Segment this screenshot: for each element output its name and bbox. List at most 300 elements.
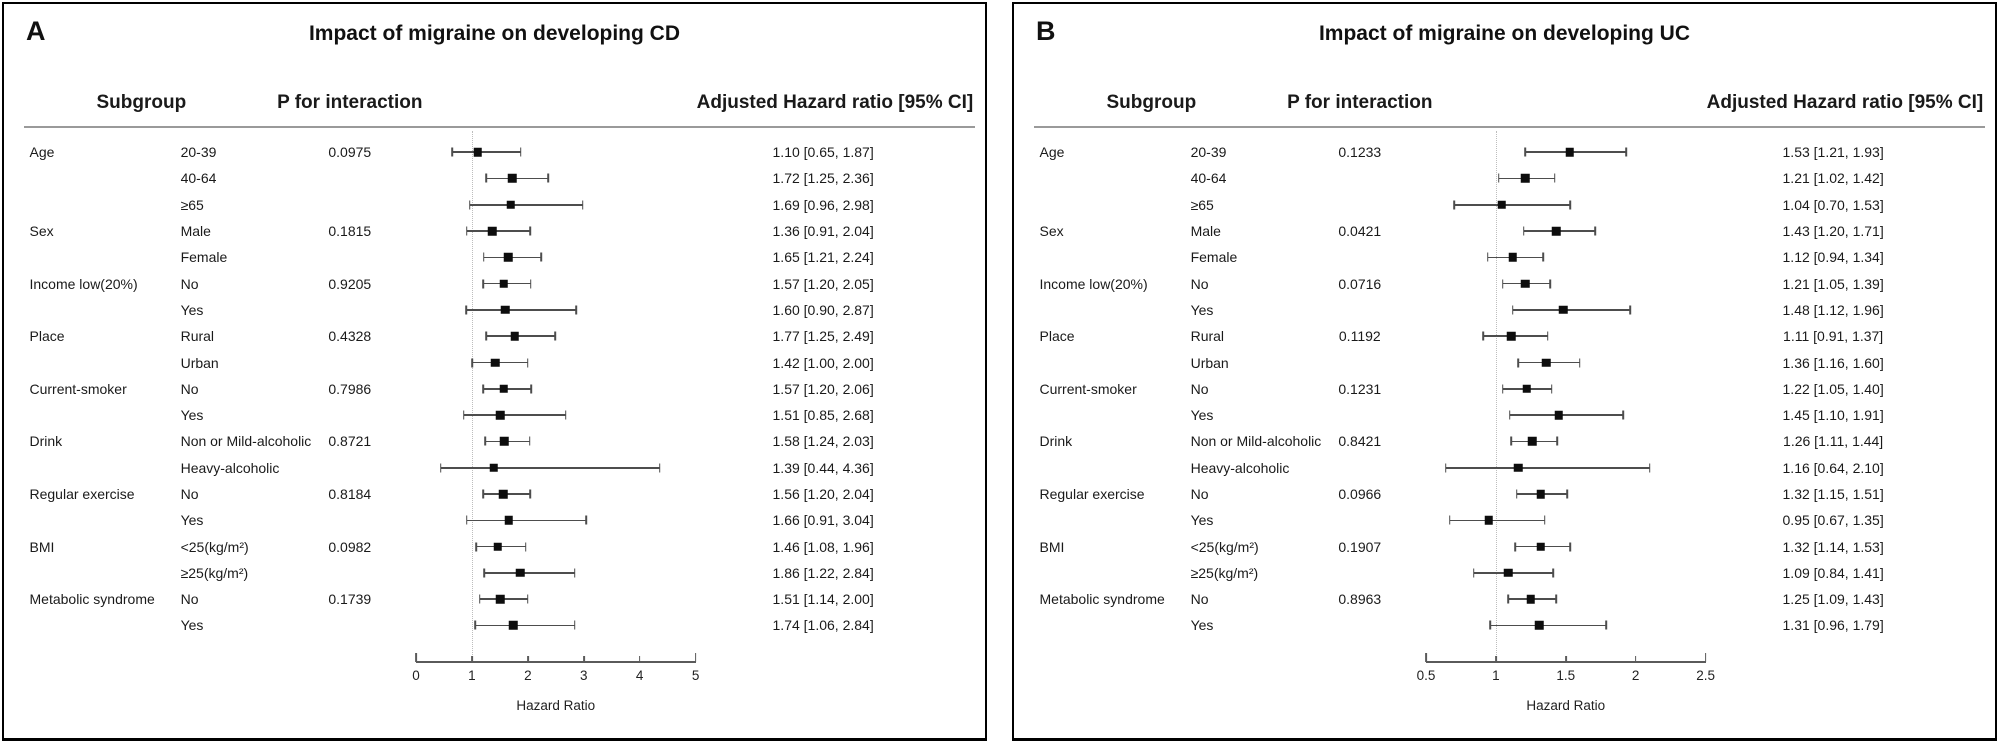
- hr-point-marker: [1555, 411, 1564, 420]
- forest-row: [1014, 244, 1995, 270]
- row-ci-plot: [416, 455, 696, 481]
- forest-rows: [1014, 139, 1995, 639]
- ci-line: [486, 335, 555, 337]
- row-level-label: No: [1190, 591, 1209, 608]
- ci-cap-high: [1552, 568, 1554, 577]
- row-ci-plot: [1426, 376, 1706, 402]
- ci-cap-low: [1483, 332, 1485, 341]
- row-p-value: 0.1907: [1338, 538, 1382, 555]
- row-group-label: Drink: [29, 433, 63, 450]
- row-hr-ci-text: 1.32 [1.14, 1.53]: [1782, 538, 1884, 555]
- row-group-label: Place: [1039, 328, 1075, 345]
- ci-cap-high: [1625, 148, 1627, 157]
- axis-tick-label: 1: [468, 668, 476, 683]
- hr-point-marker: [1508, 253, 1517, 262]
- axis-tick: [1705, 653, 1707, 662]
- row-hr-ci-text: 1.21 [1.02, 1.42]: [1782, 170, 1884, 187]
- forest-row: [1014, 297, 1995, 323]
- ci-cap-high: [1622, 411, 1624, 420]
- row-level-label: Female: [180, 249, 228, 266]
- forest-row: [4, 612, 985, 638]
- ci-cap-high: [554, 332, 556, 341]
- ci-line: [441, 467, 660, 469]
- row-ci-plot: [416, 612, 696, 638]
- row-hr-ci-text: 1.43 [1.20, 1.71]: [1782, 223, 1884, 240]
- hr-point-marker: [496, 411, 505, 420]
- axis-tick-label: 3: [579, 668, 588, 683]
- axis-tick: [415, 653, 417, 662]
- ci-cap-low: [1508, 595, 1510, 604]
- forest-row: [1014, 507, 1995, 533]
- row-ci-plot: [1426, 586, 1706, 612]
- hr-point-marker: [500, 385, 509, 394]
- row-ci-plot: [1426, 560, 1706, 586]
- forest-row: [1014, 323, 1995, 349]
- forest-row: [1014, 586, 1995, 612]
- ci-cap-low: [476, 542, 478, 551]
- forest-row: [4, 323, 985, 349]
- row-p-value: 0.1739: [328, 591, 372, 608]
- ci-line: [1525, 151, 1626, 153]
- ci-cap-high: [1543, 253, 1545, 262]
- row-level-label: No: [180, 380, 199, 397]
- ci-cap-high: [565, 411, 567, 420]
- ci-cap-low: [440, 463, 442, 472]
- forest-row: [4, 428, 985, 454]
- hr-point-marker: [500, 279, 509, 288]
- row-ci-plot: [1426, 323, 1706, 349]
- row-p-value: 0.4328: [328, 328, 372, 345]
- forest-row: [1014, 270, 1995, 296]
- row-p-value: 0.7986: [328, 380, 372, 397]
- ci-cap-high: [1544, 516, 1546, 525]
- row-level-label: Yes: [180, 301, 204, 318]
- row-ci-plot: [416, 244, 696, 270]
- row-level-label: Male: [1190, 223, 1221, 240]
- row-level-label: ≥65: [1190, 196, 1214, 213]
- row-hr-ci-text: 1.39 [0.44, 4.36]: [772, 459, 874, 476]
- row-group-label: Drink: [1039, 433, 1073, 450]
- row-hr-ci-text: 1.57 [1.20, 2.06]: [772, 380, 874, 397]
- row-level-label: <25(kg/m²): [180, 538, 249, 555]
- ci-cap-high: [1569, 200, 1571, 209]
- row-hr-ci-text: 1.31 [0.96, 1.79]: [1782, 617, 1884, 634]
- axis-tick: [583, 656, 585, 662]
- row-level-label: Non or Mild-alcoholic: [180, 433, 312, 450]
- row-hr-ci-text: 1.16 [0.64, 2.10]: [1782, 459, 1884, 476]
- row-hr-ci-text: 1.74 [1.06, 2.84]: [772, 617, 874, 634]
- column-header-hazard-ratio: Adjusted Hazard ratio [95% CI]: [1706, 92, 1984, 113]
- ci-cap-low: [466, 305, 468, 314]
- row-hr-ci-text: 1.46 [1.08, 1.96]: [772, 538, 874, 555]
- hr-point-marker: [1521, 279, 1530, 288]
- ci-cap-low: [1502, 279, 1504, 288]
- ci-cap-low: [474, 621, 476, 630]
- hr-point-marker: [500, 437, 509, 446]
- hr-point-marker: [1535, 621, 1544, 630]
- row-ci-plot: [416, 270, 696, 296]
- row-p-value: 0.1192: [1338, 328, 1381, 345]
- ci-cap-low: [1517, 358, 1519, 367]
- ci-line: [484, 572, 575, 574]
- row-hr-ci-text: 1.69 [0.96, 2.98]: [772, 196, 874, 213]
- ci-cap-high: [574, 621, 576, 630]
- row-level-label: Non or Mild-alcoholic: [1190, 433, 1322, 450]
- row-hr-ci-text: 1.58 [1.24, 2.03]: [772, 433, 874, 450]
- ci-cap-high: [1551, 384, 1553, 393]
- row-p-value: 0.9205: [328, 275, 372, 292]
- forest-row: [1014, 376, 1995, 402]
- row-group-label: Income low(20%): [1039, 275, 1148, 292]
- row-group-label: Metabolic syndrome: [29, 591, 155, 608]
- hazard-ratio-axis: [1416, 661, 1715, 683]
- ci-line: [1454, 204, 1570, 206]
- ci-cap-high: [520, 148, 522, 157]
- ci-line: [452, 151, 520, 153]
- row-p-value: 0.8421: [1338, 433, 1382, 450]
- row-hr-ci-text: 1.21 [1.05, 1.39]: [1782, 275, 1884, 292]
- forest-row: [4, 376, 985, 402]
- row-ci-plot: [416, 402, 696, 428]
- ci-cap-low: [483, 568, 485, 577]
- hr-point-marker: [1504, 569, 1513, 578]
- forest-row: [4, 560, 985, 586]
- panel-title: Impact of migraine on developing CD: [308, 22, 681, 45]
- row-level-label: Rural: [180, 328, 215, 345]
- row-level-label: 20-39: [1190, 144, 1227, 161]
- ci-cap-high: [527, 358, 529, 367]
- axis-tick-label: 0: [412, 668, 420, 683]
- hr-point-marker: [505, 516, 514, 525]
- row-group-label: Income low(20%): [29, 275, 138, 292]
- ci-line: [486, 178, 548, 180]
- forest-row: [1014, 402, 1995, 428]
- row-hr-ci-text: 1.45 [1.10, 1.91]: [1782, 407, 1884, 424]
- row-p-value: 0.0975: [328, 144, 372, 161]
- row-p-value: 0.1231: [1338, 380, 1382, 397]
- hr-point-marker: [1566, 148, 1575, 157]
- row-p-value: 0.1233: [1338, 144, 1382, 161]
- ci-cap-low: [1445, 463, 1447, 472]
- row-ci-plot: [1426, 349, 1706, 375]
- ci-cap-low: [1515, 542, 1517, 551]
- axis-tick-label: 0.5: [1416, 668, 1436, 683]
- forest-row: [1014, 455, 1995, 481]
- ci-cap-high: [585, 516, 587, 525]
- forest-row: [1014, 349, 1995, 375]
- row-ci-plot: [1426, 192, 1706, 218]
- hr-point-marker: [1507, 332, 1516, 341]
- row-hr-ci-text: 1.56 [1.20, 2.04]: [772, 486, 874, 502]
- row-hr-ci-text: 1.11 [0.91, 1.37]: [1783, 328, 1884, 345]
- row-group-label: BMI: [1039, 538, 1065, 555]
- hr-point-marker: [473, 148, 482, 157]
- row-hr-ci-text: 0.95 [0.67, 1.35]: [1782, 512, 1884, 529]
- row-level-label: No: [180, 486, 199, 502]
- forest-row: [4, 192, 985, 218]
- row-level-label: Yes: [180, 512, 204, 529]
- forest-row: [4, 297, 985, 323]
- row-level-label: Rural: [1190, 328, 1225, 345]
- hr-point-marker: [1485, 516, 1494, 525]
- ci-cap-low: [482, 384, 484, 393]
- forest-row: [4, 349, 985, 375]
- hr-point-marker: [506, 200, 515, 209]
- row-group-label: Age: [29, 144, 55, 161]
- row-p-value: 0.8184: [328, 486, 372, 502]
- row-level-label: Male: [180, 223, 211, 240]
- axis-title: Hazard Ratio: [1526, 698, 1606, 713]
- forest-row: [1014, 533, 1995, 559]
- hr-point-marker: [1514, 463, 1523, 472]
- row-level-label: ≥65: [180, 196, 204, 213]
- axis-tick-label: 1.5: [1556, 668, 1576, 683]
- row-level-label: <25(kg/m²): [1190, 538, 1259, 555]
- row-level-label: No: [1190, 275, 1209, 292]
- ci-line: [466, 309, 576, 311]
- row-hr-ci-text: 1.09 [0.84, 1.41]: [1782, 564, 1884, 581]
- row-p-value: 0.8963: [1338, 591, 1382, 608]
- row-p-value: 0.0982: [328, 538, 372, 555]
- axis-tick-label: 2.5: [1696, 668, 1715, 683]
- row-hr-ci-text: 1.42 [1.00, 2.00]: [772, 354, 874, 371]
- axis-tick-label: 5: [691, 668, 700, 683]
- ci-cap-high: [1649, 463, 1651, 472]
- row-hr-ci-text: 1.36 [1.16, 1.60]: [1782, 354, 1884, 371]
- ci-line: [1510, 414, 1623, 416]
- forest-row: [4, 455, 985, 481]
- hr-point-marker: [491, 358, 500, 367]
- ci-cap-low: [463, 411, 465, 420]
- row-hr-ci-text: 1.72 [1.25, 2.36]: [772, 170, 874, 187]
- axis-tick-label: 2: [524, 668, 532, 683]
- row-ci-plot: [1426, 297, 1706, 323]
- row-hr-ci-text: 1.22 [1.05, 1.40]: [1782, 380, 1884, 397]
- row-ci-plot: [416, 139, 696, 165]
- row-level-label: ≥25(kg/m²): [1190, 564, 1259, 581]
- row-p-value: 0.1815: [328, 223, 372, 240]
- axis-tick: [639, 656, 641, 662]
- column-header-p-interaction: P for interaction: [1287, 92, 1433, 113]
- row-hr-ci-text: 1.77 [1.25, 2.49]: [772, 328, 874, 345]
- row-hr-ci-text: 1.57 [1.20, 2.05]: [772, 275, 874, 292]
- ci-cap-low: [471, 358, 473, 367]
- ci-cap-high: [1579, 358, 1581, 367]
- ci-cap-high: [529, 227, 531, 236]
- ci-line: [1474, 572, 1554, 574]
- row-level-label: Urban: [180, 354, 219, 371]
- row-level-label: ≥25(kg/m²): [180, 564, 249, 581]
- ci-cap-low: [483, 253, 485, 262]
- ci-line: [472, 362, 528, 364]
- hr-point-marker: [509, 621, 518, 630]
- hr-point-marker: [1536, 542, 1545, 551]
- ci-cap-low: [1516, 490, 1518, 499]
- row-ci-plot: [416, 507, 696, 533]
- ci-cap-high: [529, 490, 531, 499]
- ci-cap-low: [1473, 568, 1475, 577]
- row-group-label: Current-smoker: [29, 380, 127, 397]
- forest-row: [1014, 428, 1995, 454]
- row-level-label: Yes: [1190, 407, 1214, 424]
- row-p-value: 0.8721: [328, 433, 372, 450]
- forest-row: [1014, 165, 1995, 191]
- hr-point-marker: [496, 595, 505, 604]
- row-ci-plot: [1426, 270, 1706, 296]
- row-ci-plot: [416, 297, 696, 323]
- hazard-ratio-axis: [412, 661, 700, 683]
- row-ci-plot: [1426, 428, 1706, 454]
- row-level-label: Female: [1190, 249, 1238, 266]
- row-ci-plot: [1426, 165, 1706, 191]
- row-ci-plot: [1426, 481, 1706, 507]
- panel-label: A: [26, 16, 46, 46]
- row-p-value: 0.0966: [1338, 486, 1382, 502]
- hr-point-marker: [489, 463, 498, 472]
- hr-point-marker: [1521, 174, 1530, 183]
- row-ci-plot: [1426, 218, 1706, 244]
- row-hr-ci-text: 1.04 [0.70, 1.53]: [1782, 196, 1884, 213]
- ci-cap-high: [1606, 621, 1608, 630]
- forest-row: [1014, 560, 1995, 586]
- ci-cap-high: [530, 384, 532, 393]
- ci-cap-low: [469, 200, 471, 209]
- ci-line: [1450, 520, 1545, 522]
- ci-cap-low: [1510, 437, 1512, 446]
- ci-cap-low: [1524, 148, 1526, 157]
- forest-row: [1014, 218, 1995, 244]
- forest-row: [4, 244, 985, 270]
- row-group-label: Place: [29, 328, 65, 345]
- ci-cap-high: [582, 200, 584, 209]
- hr-point-marker: [501, 306, 510, 315]
- row-hr-ci-text: 1.53 [1.21, 1.93]: [1782, 144, 1884, 161]
- row-ci-plot: [1426, 139, 1706, 165]
- row-level-label: 20-39: [180, 144, 217, 161]
- ci-cap-low: [1502, 384, 1504, 393]
- row-hr-ci-text: 1.51 [1.14, 2.00]: [772, 591, 874, 608]
- ci-cap-high: [530, 279, 532, 288]
- panel-b: [1012, 2, 1997, 741]
- ci-line: [1490, 625, 1606, 627]
- axis-tick: [471, 656, 473, 662]
- hr-point-marker: [1497, 200, 1506, 209]
- row-level-label: 40-64: [1190, 170, 1227, 187]
- row-hr-ci-text: 1.65 [1.21, 2.24]: [772, 249, 874, 266]
- column-headers: [4, 92, 985, 118]
- row-group-label: Regular exercise: [29, 486, 135, 502]
- axis-tick: [1495, 656, 1497, 662]
- row-ci-plot: [1426, 402, 1706, 428]
- hr-point-marker: [504, 253, 513, 262]
- ci-cap-high: [574, 568, 576, 577]
- column-header-p-interaction: P for interaction: [277, 92, 423, 113]
- row-ci-plot: [416, 560, 696, 586]
- ci-cap-low: [1487, 253, 1489, 262]
- axis-tick-label: 1: [1492, 668, 1500, 683]
- row-level-label: Urban: [1190, 354, 1229, 371]
- row-ci-plot: [416, 428, 696, 454]
- ci-line: [1513, 309, 1630, 311]
- ci-cap-low: [466, 516, 468, 525]
- row-group-label: Metabolic syndrome: [1039, 591, 1165, 608]
- forest-row: [1014, 612, 1995, 638]
- ci-cap-high: [547, 174, 549, 183]
- row-ci-plot: [416, 323, 696, 349]
- hr-point-marker: [1528, 437, 1537, 446]
- column-header-subgroup: Subgroup: [96, 92, 187, 113]
- row-ci-plot: [1426, 612, 1706, 638]
- forest-rows: [4, 139, 985, 639]
- ci-cap-high: [1550, 279, 1552, 288]
- ci-line: [470, 204, 583, 206]
- panel-label: B: [1036, 16, 1056, 46]
- row-ci-plot: [416, 481, 696, 507]
- ci-cap-high: [1569, 542, 1571, 551]
- ci-cap-high: [529, 437, 531, 446]
- ci-cap-high: [525, 542, 527, 551]
- ci-cap-low: [485, 332, 487, 341]
- ci-cap-low: [1453, 200, 1455, 209]
- ci-cap-low: [485, 174, 487, 183]
- row-ci-plot: [416, 165, 696, 191]
- ci-cap-high: [527, 595, 529, 604]
- ci-cap-high: [1547, 332, 1549, 341]
- row-ci-plot: [416, 218, 696, 244]
- axis-tick: [527, 656, 529, 662]
- row-ci-plot: [416, 533, 696, 559]
- row-hr-ci-text: 1.32 [1.15, 1.51]: [1782, 486, 1884, 502]
- ci-cap-low: [466, 227, 468, 236]
- ci-line: [467, 520, 586, 522]
- ci-cap-low: [1449, 516, 1451, 525]
- header-rule: [1034, 126, 1986, 128]
- hr-point-marker: [1536, 490, 1545, 499]
- row-hr-ci-text: 1.48 [1.12, 1.96]: [1782, 301, 1884, 318]
- ci-cap-low: [1509, 411, 1511, 420]
- forest-row: [4, 481, 985, 507]
- row-level-label: No: [1190, 380, 1209, 397]
- hr-point-marker: [499, 490, 508, 499]
- forest-row: [4, 402, 985, 428]
- ci-cap-high: [576, 305, 578, 314]
- axis-tick: [695, 653, 697, 662]
- row-ci-plot: [1426, 455, 1706, 481]
- axis-tick-label: 2: [1631, 668, 1640, 683]
- row-level-label: Yes: [180, 407, 204, 424]
- row-ci-plot: [416, 349, 696, 375]
- row-ci-plot: [416, 192, 696, 218]
- row-level-label: Yes: [1190, 301, 1214, 318]
- ci-cap-low: [479, 595, 481, 604]
- forest-row: [4, 586, 985, 612]
- hr-point-marker: [1559, 306, 1568, 315]
- ci-cap-low: [1498, 174, 1500, 183]
- panel-title: Impact of migraine on developing UC: [1318, 22, 1691, 45]
- forest-row: [1014, 139, 1995, 165]
- row-hr-ci-text: 1.12 [0.94, 1.34]: [1782, 249, 1884, 266]
- row-hr-ci-text: 1.10 [0.65, 1.87]: [772, 144, 874, 161]
- row-level-label: Heavy-alcoholic: [1190, 459, 1290, 476]
- row-group-label: Age: [1039, 144, 1065, 161]
- ci-line: [467, 230, 530, 232]
- hr-point-marker: [508, 174, 517, 183]
- forest-row: [4, 165, 985, 191]
- header-rule: [24, 126, 976, 128]
- row-ci-plot: [416, 586, 696, 612]
- row-hr-ci-text: 1.66 [0.91, 3.04]: [772, 512, 874, 529]
- axis-title: Hazard Ratio: [516, 698, 596, 713]
